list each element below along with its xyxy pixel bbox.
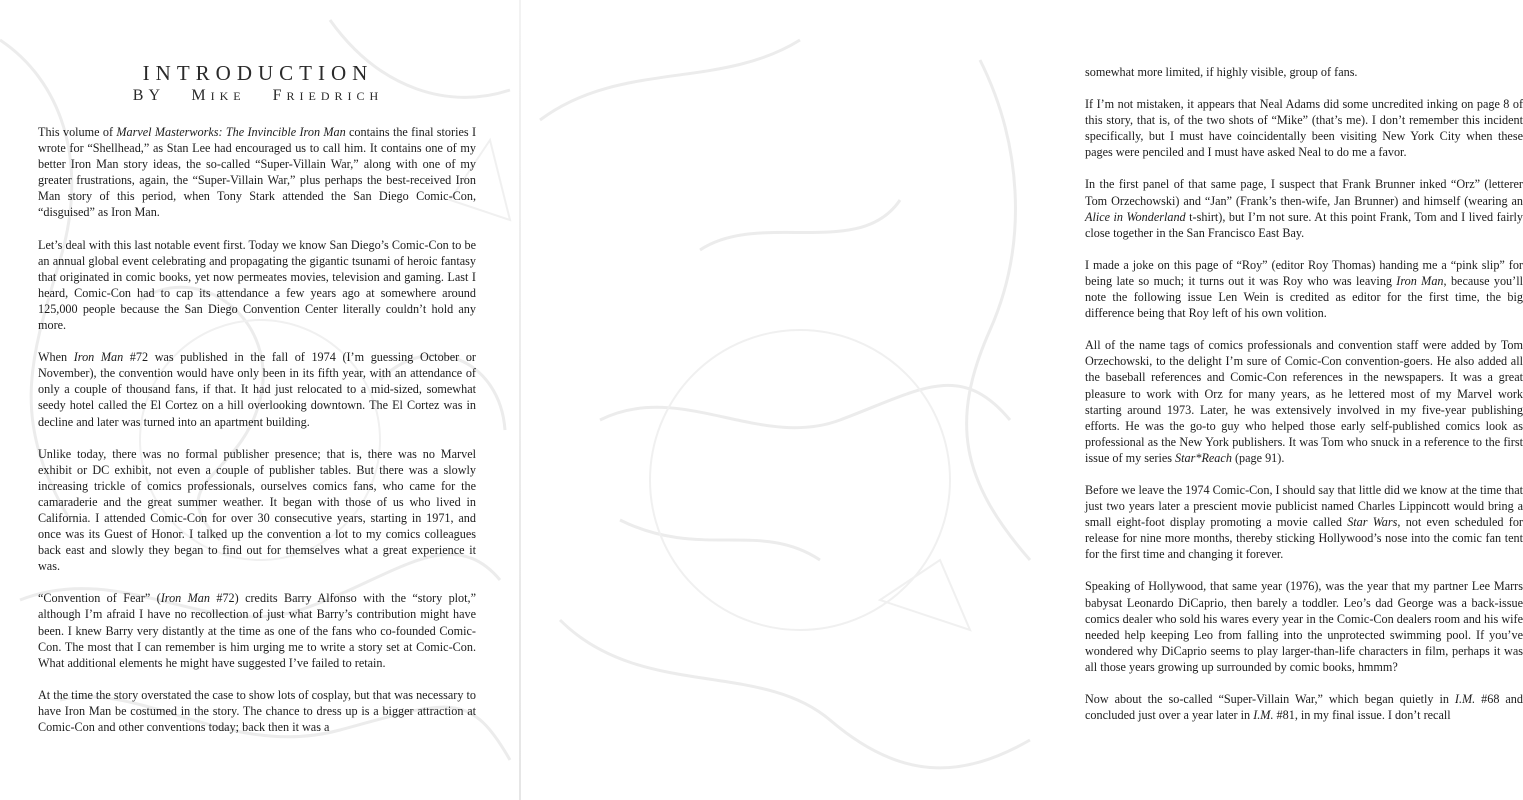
byline-last-name: FRIEDRICH xyxy=(272,87,384,104)
left-page xyxy=(0,0,520,800)
left-paragraph-6: At the time the story overstated the case to show lots of cosplay, but that was necessary to have Iron Man be costumed in the story. The chance to dress up is a bigger attraction at Comic-Con and other conventions today; back then it was a xyxy=(38,687,476,734)
byline-first-name: MIKE xyxy=(191,87,246,104)
page-title: INTRODUCTION xyxy=(142,61,374,85)
left-paragraph-3: When Iron Man #72 was published in the fall of 1974 (I’m guessing October or November), the convention would have only been in its fifth year, with an attendance of only a couple of thousand fans, if that. It had just relocated to a mid-sized, somewhat seedy hotel called the El Cortez on a hill overlooking downtown. The El Cortez was in decline and later was turned into an apartment building. xyxy=(38,350,476,429)
right-paragraph-2: If I’m not mistaken, it appears that Neal Adams did some uncredited inking on page 8 of this story, that is, of the two shots of “Mike” (that’s me). I don’t remember this incident specifically, but I must have coincidentally been visiting New York City when these pages were penciled and I must have asked Neal to do me a favor. xyxy=(1085,97,1523,160)
left-paragraph-4: Unlike today, there was no formal publisher presence; that is, there was no Marvel exhibit or DC exhibit, not even a couple of publisher tables. But there was a slowly increasing trickle of comics professionals, ourselves comics fans, who came for the camaraderie and the great summer weather. It began with those of us who lived in California. I attended Comic-Con for over 30 consecutive years, starting in 1971, and once was its Guest of Honor. I talked up the convention a lot to my comics colleagues back east and slowly they began to find out for themselves what a great experience it was. xyxy=(38,446,476,574)
right-paragraph-4: I made a joke on this page of “Roy” (editor Roy Thomas) handing me a “pink slip” for being late so much; it turns out it was Roy who was leaving Iron Man, because you’ll note the following issue Len Wein is credited as editor for the first time, the big difference being that Roy left of his own volition. xyxy=(1085,257,1523,321)
right-paragraph-5: All of the name tags of comics professionals and convention staff were added by Tom Orzechowski, to the delight I’m sure of Comic-Con convention-goers. He also added all the baseball references and Comic-Con references in the newspapers. It was a great pleasure to work with Orz for many years, as he lettered most of my Marvel work starting around 1973. Later, he was extensively involved in my five-year publishing efforts. He was the go-to guy who helped those early self-published comics look as professional as the New York publishers. It was Tom who snuck in a reference to the first issue of my series Star*Reach (page 91). xyxy=(1085,338,1523,465)
italic-title: Star*Reach xyxy=(1175,450,1232,465)
left-paragraph-5: “Convention of Fear” (Iron Man #72) credits Barry Alfonso with the “story plot,” although I’m afraid I have no recollection of just what Barry’s contribution might have been. I knew Barry very distantly at the time as one of the fans who co-founded Comic-Con. The most that I can remember is him urging me to write a story set at Comic-Con. What additional elements he might have suggested I’ve failed to retain. xyxy=(38,591,476,670)
byline-by: BY xyxy=(132,87,165,104)
right-paragraph-7: Speaking of Hollywood, that same year (1976), was the year that my partner Lee Marrs babysat Leonardo DiCaprio, then barely a toddler. Leo’s dad George was a back-issue comics dealer who sold his wares every year in the Comic-Con dealers room and his wife needed help keeping Leo from falling into the unprotected swimming pool. If you’ve wondered why DiCaprio seems to play larger-than-life characters in film, perhaps it was all those years growing up surrounded by comic books, hmmm? xyxy=(1085,579,1523,674)
left-paragraph-1: This volume of Marvel Masterworks: The Invincible Iron Man contains the final stories I wrote for “Shellhead,” as Stan Lee had encouraged us to call him. It contains one of my better Iron Man story ideas, the so-called “Super-Villain War,” along with one of my greater frustrations, again, the “Super-Villain War,” plus perhaps the best-received Iron Man story of this period, when Tony Stark attended the San Diego Comic-Con, “disguised” as Iron Man. xyxy=(38,125,476,220)
left-paragraph-2: Let’s deal with this last notable event first. Today we know San Diego’s Comic-Con to be an annual global event celebrating and propagating the gigantic tsunami of heroic fantasy that originated in comic books, yet now permeates movies, television and gaming. Last I heard, Comic-Con had to cap its attendance a few years ago at somewhere around 125,000 people because the San Diego Convention Center literally couldn’t hold any more. xyxy=(38,237,476,333)
italic-title: Iron Man xyxy=(1396,273,1444,288)
right-column-text xyxy=(1085,64,1523,739)
byline xyxy=(38,86,478,106)
italic-title: Iron Man xyxy=(73,350,124,365)
italic-title: Marvel Masterworks: The Invincible Iron Man xyxy=(116,125,346,139)
left-column-text xyxy=(38,124,476,751)
italic-title: Star Wars xyxy=(1347,515,1398,530)
right-paragraph-3: In the first panel of that same page, I suspect that Frank Brunner inked “Orz” (letterer Tom Orzechowski) and “Jan” (Frank’s then-wife, Jan Brunner) and himself (wearing an Alice in Wonderland t-shirt), but I’m not sure. At this point Frank, Tom and I lived fairly close together in the San Francisco East Bay. xyxy=(1085,177,1523,240)
italic-title: I.M. xyxy=(1253,708,1274,723)
italic-title: I.M. xyxy=(1454,692,1476,706)
right-page xyxy=(520,0,1523,800)
right-paragraph-8: Now about the so-called “Super-Villain War,” which began quietly in I.M. #68 and concluded just over a year later in I.M. #81, in my final issue. I don’t recall xyxy=(1085,692,1523,723)
right-paragraph-1: somewhat more limited, if highly visible, group of fans. xyxy=(1085,65,1358,79)
italic-title: Alice in Wonderland xyxy=(1085,209,1186,224)
right-paragraph-6: Before we leave the 1974 Comic-Con, I should say that little did we know at the time that just two years later a prescient movie publicist named Charles Lippincott would bring a small eight-foot display promoting a movie called Star Wars, not even scheduled for release for nine more months, thereby sticking Hollywood’s nose into the comic fan tent for the first time and changing it forever. xyxy=(1085,482,1523,562)
italic-title: Iron Man xyxy=(160,591,210,606)
